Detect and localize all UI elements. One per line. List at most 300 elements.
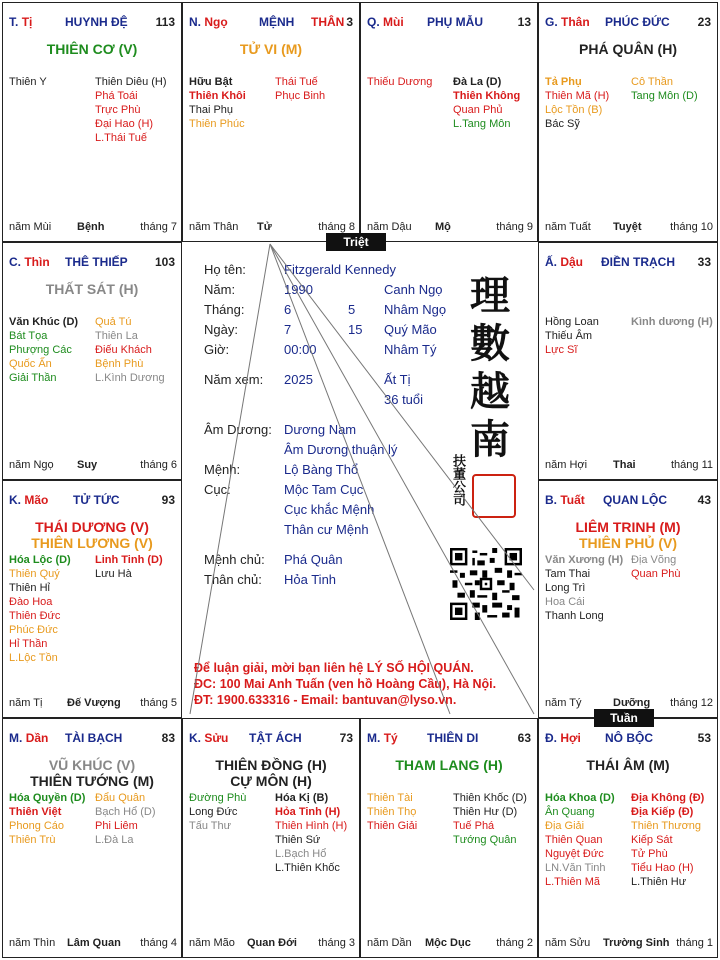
minor-stars-right [95, 315, 165, 385]
palace-header [545, 255, 713, 271]
minor-star: Văn Khúc (D) [9, 316, 79, 328]
palace-year: năm Mão [189, 937, 235, 949]
palace-stem: K. [189, 731, 201, 745]
minor-star: Nguyệt Đức [545, 848, 604, 860]
palace-branch: Tuất [560, 493, 585, 507]
minor-stars-left [9, 75, 47, 89]
minor-star: Tướng Quân [453, 834, 517, 846]
palace-position [9, 731, 48, 745]
palace-branch: Ngọ [204, 15, 228, 29]
minor-stars-right [275, 75, 325, 103]
qr-code [450, 548, 522, 620]
palace-month: tháng 10 [670, 221, 713, 233]
minor-star: L.Thiên Khốc [275, 862, 340, 874]
minor-stars-right [631, 315, 713, 329]
person-name: Fitzgerald Kennedy [284, 262, 397, 277]
minor-stars-right [453, 791, 527, 847]
major-star: THIÊN LƯƠNG (V) [31, 535, 153, 551]
minor-star: Long Đức [189, 806, 238, 818]
palace-footer [545, 937, 713, 951]
minor-star: Quan Phù [631, 568, 681, 580]
palace-branch: Sửu [204, 731, 229, 745]
palace-number: 33 [697, 255, 711, 269]
palace-position [189, 15, 228, 29]
thanchu-label: Thân chủ: [204, 572, 262, 587]
minor-stars-left [189, 791, 246, 833]
minor-star: L.Thiên Hư [631, 876, 687, 888]
minor-star: Thiên Sứ [275, 834, 321, 846]
minor-star: Hóa Lộc (D) [9, 554, 71, 566]
palace-number: 103 [154, 255, 175, 269]
minor-star: Phá Toái [95, 90, 138, 102]
palace-branch: Hợi [560, 731, 581, 745]
minor-stars-left [9, 553, 71, 665]
palace-stage: Bệnh [77, 221, 105, 233]
minor-star: Phục Binh [275, 90, 326, 102]
palace-dan [2, 718, 182, 958]
palace-thin [2, 242, 182, 480]
minor-star: Thiên Việt [9, 806, 62, 818]
minor-star: Thiên Khốc (D) [453, 792, 527, 804]
palace-month: tháng 2 [496, 937, 533, 949]
major-star: PHÁ QUÂN (H) [579, 41, 677, 57]
palace-stem: B. [545, 493, 557, 507]
menhchu-value: Phá Quân [284, 552, 343, 567]
palace-footer [9, 697, 177, 711]
palace-stage: Dưỡng [613, 697, 651, 709]
palace-footer [189, 937, 355, 951]
minor-stars-right [275, 791, 347, 875]
palace-name: THIÊN DI [427, 731, 479, 745]
palace-stage: Đế Vượng [67, 697, 121, 709]
palace-ngo [182, 2, 360, 242]
minor-stars-left [545, 553, 623, 623]
minor-star: Đại Hao (H) [95, 118, 154, 130]
minor-star: Tử Phù [631, 848, 668, 860]
palace-than [538, 2, 718, 242]
minor-star: Địa Kiếp (Đ) [631, 806, 694, 818]
palace-position [545, 15, 590, 29]
palace-position [545, 731, 581, 745]
minor-star: Lực Sĩ [545, 344, 578, 356]
palace-stem: G. [545, 15, 558, 29]
red-seal-stamp [472, 474, 516, 518]
minor-star: Quả Tú [95, 316, 132, 328]
birth-year-can: Canh Ngọ [384, 282, 443, 297]
minor-star: L.Kình Dương [95, 372, 165, 384]
minor-star: Trực Phù [95, 104, 141, 116]
palace-stem: N. [189, 15, 201, 29]
palace-position [545, 255, 583, 269]
birth-day-can: Quý Mão [384, 322, 437, 337]
major-star: THAM LANG (H) [395, 757, 503, 773]
minor-star: Hóa Khoa (D) [545, 792, 615, 804]
major-star: THIÊN CƠ (V) [46, 41, 138, 57]
palace-branch: Thân [561, 15, 590, 29]
palace-name: MỆNH [259, 15, 295, 29]
palace-year: năm Hợi [545, 459, 588, 471]
palace-header [367, 15, 533, 31]
minor-star: Giải Thần [9, 372, 57, 384]
palace-footer [367, 937, 533, 951]
minor-stars-right [631, 791, 704, 889]
birth-hour: 00:00 [284, 342, 317, 357]
minor-star: Thiên Quan [545, 834, 603, 846]
minor-star: Quan Phủ [453, 104, 503, 116]
palace-stem: Q. [367, 15, 380, 29]
palace-position [367, 15, 404, 29]
minor-star: L.Bạch Hổ [275, 848, 327, 860]
palace-than-marker: THÂN [311, 15, 345, 29]
minor-stars-right [95, 553, 163, 581]
palace-name: NÔ BỘC [605, 731, 653, 745]
minor-star: Tang Môn (D) [631, 90, 698, 102]
minor-stars-left [545, 791, 615, 889]
minor-star: Thiên Trù [9, 834, 56, 846]
birth-day: 7 [284, 322, 292, 337]
minor-star: Ân Quang [545, 806, 595, 818]
palace-stage: Mộ [435, 221, 451, 233]
palace-position [189, 731, 228, 745]
palace-hoi [538, 718, 718, 958]
palace-name: HUYNH ĐỆ [65, 15, 128, 29]
palace-name: TÀI BẠCH [65, 731, 123, 745]
palace-header [9, 493, 177, 509]
minor-star: LN.Văn Tinh [545, 862, 606, 874]
palace-footer [545, 221, 713, 235]
minor-stars-right [95, 75, 167, 145]
minor-star: Thiếu Âm [545, 330, 593, 342]
palace-branch: Tý [383, 731, 398, 745]
minor-star: Hữu Bật [189, 76, 233, 88]
palace-stem: M. [9, 731, 23, 745]
minor-star: Thai Phụ [189, 104, 234, 116]
minor-star: Thiên Quý [9, 568, 60, 580]
palace-year: năm Tý [545, 697, 582, 709]
palace-footer [367, 221, 533, 235]
minor-star: Đà La (D) [453, 76, 502, 88]
palace-year: năm Tị [9, 697, 43, 709]
minor-star: Phi Liêm [95, 820, 138, 832]
minor-star: L.Thiên Mã [545, 876, 601, 888]
minor-star: Hóa Kị (B) [275, 792, 329, 804]
palace-stage: Tuyệt [613, 221, 642, 233]
palace-header [545, 731, 713, 747]
major-star: VŨ KHÚC (V) [48, 757, 136, 773]
than-cu-note: Thân cư Mệnh [284, 522, 369, 537]
minor-star: Thiếu Dương [367, 76, 433, 88]
birth-day-lunar: 15 [348, 322, 363, 337]
palace-header [9, 255, 177, 271]
minor-star: Thiên Thọ [367, 806, 417, 818]
birth-hour-can: Nhâm Tý [384, 342, 437, 357]
palace-year: năm Tuất [545, 221, 591, 233]
palace-footer [9, 221, 177, 235]
birth-month-lunar: 5 [348, 302, 356, 317]
minor-star: Thiên Hư (D) [453, 806, 518, 818]
palace-header [189, 731, 355, 747]
minor-star: Hóa Quyền (D) [9, 792, 86, 804]
minor-stars-left [545, 75, 609, 131]
palace-name: TẬT ÁCH [249, 731, 302, 745]
palace-name: ĐIỀN TRẠCH [601, 255, 675, 269]
palace-number: 3 [346, 15, 353, 29]
amduong-note: Âm Dương thuận lý [284, 442, 398, 457]
view-year: 2025 [284, 372, 313, 387]
palace-year: năm Thìn [9, 937, 56, 949]
palace-year: năm Dậu [367, 221, 412, 233]
palace-stem: Ấ. [545, 255, 557, 269]
month-label: Tháng: [204, 302, 245, 317]
palace-branch: Mùi [383, 15, 404, 29]
minor-star: L.Đà La [95, 834, 134, 846]
palace-branch: Dậu [560, 255, 584, 269]
minor-stars-right [453, 75, 520, 131]
major-star: THÁI ÂM (M) [586, 757, 670, 773]
minor-stars-right [631, 553, 681, 581]
palace-suu [182, 718, 360, 958]
palace-number: 113 [155, 15, 175, 29]
minor-star: Lộc Tồn (B) [545, 104, 603, 116]
palace-stage: Thai [613, 459, 636, 471]
palace-stem: K. [9, 493, 21, 507]
major-star: THÁI DƯƠNG (V) [35, 519, 149, 535]
minor-star: Thiên Tài [367, 792, 413, 804]
minor-star: Phượng Các [9, 344, 72, 356]
minor-star: Phúc Đức [9, 624, 58, 636]
palace-stage: Quan Đới [247, 937, 297, 949]
minor-star: Kình dương (H) [631, 316, 713, 328]
palace-branch: Mão [24, 493, 49, 507]
palace-month: tháng 11 [670, 459, 713, 471]
minor-star: Hồng Loan [545, 316, 599, 328]
minor-star: Văn Xương (H) [545, 554, 624, 566]
palace-position [9, 493, 48, 507]
palace-month: tháng 1 [676, 937, 713, 949]
contact-phone-email: ĐT: 1900.633316 - Email: bantuvan@lyso.vn. [194, 693, 457, 707]
amduong-value: Dương Nam [284, 422, 357, 437]
minor-stars-left [367, 791, 417, 833]
amduong-label: Âm Dương: [204, 422, 272, 437]
palace-header [9, 15, 177, 31]
minor-star: Tấu Thư [189, 820, 232, 832]
minor-star: Tả Phụ [545, 76, 582, 88]
minor-star: Lưu Hà [95, 568, 132, 580]
birth-month-can: Nhâm Ngọ [384, 302, 447, 317]
palace-year: năm Ngọ [9, 459, 54, 471]
minor-star: Bệnh Phù [95, 358, 144, 370]
view-year-can: Ất Tị [384, 372, 411, 387]
minor-star: Thiên Giải [367, 820, 418, 832]
minor-star: Thiên La [95, 330, 138, 342]
minor-stars-right [631, 75, 698, 103]
minor-star: Long Trì [545, 582, 586, 594]
palace-month: tháng 9 [496, 221, 533, 233]
major-star: THẤT SÁT (H) [45, 281, 139, 297]
name-label: Họ tên: [204, 262, 246, 277]
age: 36 tuổi [384, 392, 424, 407]
cuc-label: Cục: [204, 482, 231, 497]
palace-mao [2, 480, 182, 718]
palace-position [367, 731, 398, 745]
minor-stars-left [9, 791, 85, 847]
minor-star: Hoa Cái [545, 596, 585, 608]
palace-month: tháng 6 [140, 459, 177, 471]
palace-number: 63 [517, 731, 531, 745]
minor-star: Điếu Khách [95, 344, 152, 356]
minor-star: Tuế Phá [453, 820, 495, 832]
minor-star: Tam Thai [545, 568, 591, 580]
minor-star: Bát Tọa [9, 330, 48, 342]
palace-year: năm Sửu [545, 937, 591, 949]
major-star: LIÊM TRINH (M) [575, 519, 681, 535]
major-star: TỬ VI (M) [239, 41, 303, 57]
minor-star: Địa Giải [545, 820, 585, 832]
triet-tag: Triệt [326, 233, 386, 251]
palace-number: 53 [697, 731, 711, 745]
major-star: THIÊN ĐỒNG (H) [215, 757, 327, 773]
minor-stars-left [9, 315, 78, 385]
minor-star: Thiên Khôi [189, 90, 246, 102]
palace-name: THÊ THIẾP [65, 255, 128, 269]
palace-number: 13 [517, 15, 531, 29]
palace-name: PHỤ MẪU [427, 15, 483, 29]
minor-stars-right [95, 791, 156, 847]
palace-header [9, 731, 177, 747]
minor-star: Hỏa Tinh (H) [275, 806, 341, 818]
palace-number: 83 [161, 731, 175, 745]
minor-star: Địa Không (Đ) [631, 792, 705, 804]
palace-year: năm Dần [367, 937, 412, 949]
birth-month: 6 [284, 302, 292, 317]
seal-text: 扶董公司 [451, 454, 466, 506]
palace-stage: Trường Sinh [603, 937, 670, 949]
minor-star: Đào Hoa [9, 596, 53, 608]
cuc-note: Cục khắc Mệnh [284, 502, 375, 517]
menh-label: Mệnh: [204, 462, 241, 477]
minor-star: Tiểu Hao (H) [631, 862, 694, 874]
birth-year: 1990 [284, 282, 313, 297]
minor-star: Bạch Hổ (D) [95, 806, 156, 818]
day-label: Ngày: [204, 322, 238, 337]
minor-star: L.Thái Tuế [95, 132, 147, 144]
palace-mui [360, 2, 538, 242]
major-star: THIÊN TƯỚNG (M) [30, 773, 154, 789]
palace-dau [538, 242, 718, 480]
palace-month: tháng 3 [318, 937, 355, 949]
minor-star: Đẩu Quân [95, 792, 146, 804]
palace-position [9, 255, 50, 269]
major-star: CỰ MÔN (H) [230, 773, 312, 789]
minor-stars-left [545, 315, 599, 357]
view-year-label: Năm xem: [204, 372, 264, 387]
palace-stage: Suy [77, 459, 98, 471]
minor-star: Thiên Y [9, 76, 47, 88]
calligraphy-logo [468, 272, 512, 464]
tuan-tag: Tuần [594, 709, 654, 727]
year-label: Năm: [204, 282, 236, 297]
minor-star: Bác Sỹ [545, 118, 580, 130]
palace-header [545, 15, 713, 31]
palace-branch: Thìn [24, 255, 50, 269]
palace-number: 23 [697, 15, 711, 29]
palace-stage: Lâm Quan [67, 937, 121, 949]
palace-number: 43 [697, 493, 711, 507]
minor-star: Quốc Ấn [9, 358, 52, 370]
minor-stars-left [189, 75, 246, 131]
minor-star: Thiên Hình (H) [275, 820, 348, 832]
minor-star: Thiên Hỉ [9, 582, 50, 594]
hour-label: Giờ: [204, 342, 230, 357]
palace-position [545, 493, 585, 507]
menhchu-label: Mệnh chủ: [204, 552, 265, 567]
palace-month: tháng 4 [140, 937, 177, 949]
minor-star: Thiên Thương [631, 820, 702, 832]
contact-address: ĐC: 100 Mai Anh Tuấn (ven hồ Hoàng Cầu), Hà Nội. [194, 677, 497, 691]
palace-header [367, 731, 533, 747]
palace-name: TỬ TỨC [73, 493, 120, 507]
center-info-panel [182, 242, 538, 718]
palace-position [9, 15, 32, 29]
palace-tuat [538, 480, 718, 718]
palace-month: tháng 12 [670, 697, 713, 709]
palace-number: 73 [339, 731, 353, 745]
palace-footer [9, 937, 177, 951]
palace-header [545, 493, 713, 509]
minor-star: Thiên Không [453, 90, 521, 102]
minor-star: Thanh Long [545, 610, 604, 622]
palace-ty2 [360, 718, 538, 958]
minor-star: Hỉ Thần [9, 638, 48, 650]
palace-stage: Tử [257, 221, 272, 233]
palace-month: tháng 5 [140, 697, 177, 709]
menh-value: Lộ Bàng Thổ [284, 462, 359, 477]
minor-star: Địa Võng [631, 554, 677, 566]
minor-star: Linh Tinh (D) [95, 554, 163, 566]
palace-month: tháng 8 [318, 221, 355, 233]
palace-ty [2, 2, 182, 242]
minor-star: Thiên Phúc [189, 118, 245, 130]
contact-block [194, 660, 496, 708]
minor-star: L.Lộc Tồn [9, 652, 58, 664]
palace-branch: Dần [25, 731, 49, 745]
contact-line-1: Để luận giải, mời bạn liên hệ LÝ SỐ HỘI QUÁN. [194, 661, 474, 675]
palace-number: 93 [161, 493, 175, 507]
thanchu-value: Hỏa Tinh [284, 572, 337, 587]
minor-star: Phong Cáo [9, 820, 65, 832]
palace-branch: Tị [21, 15, 33, 29]
palace-stem: C. [9, 255, 21, 269]
palace-stem: M. [367, 731, 381, 745]
palace-footer [545, 459, 713, 473]
palace-year: năm Mùi [9, 221, 52, 233]
minor-star: Thiên Đức [9, 610, 61, 622]
palace-footer [9, 459, 177, 473]
palace-stem: T. [9, 15, 19, 29]
minor-star: Thiên Mã (H) [545, 90, 610, 102]
calligraphy-text: 理數越南 [470, 272, 510, 463]
palace-name: PHÚC ĐỨC [605, 15, 670, 29]
palace-stem: Đ. [545, 731, 557, 745]
palace-header [189, 15, 355, 31]
palace-name: QUAN LỘC [603, 493, 667, 507]
major-star: THIÊN PHỦ (V) [579, 535, 677, 551]
minor-star: Kiếp Sát [631, 834, 673, 846]
palace-month: tháng 7 [140, 221, 177, 233]
cuc-value: Mộc Tam Cục [284, 482, 364, 497]
minor-star: Cô Thần [631, 76, 673, 88]
minor-star: Thái Tuế [275, 76, 318, 88]
